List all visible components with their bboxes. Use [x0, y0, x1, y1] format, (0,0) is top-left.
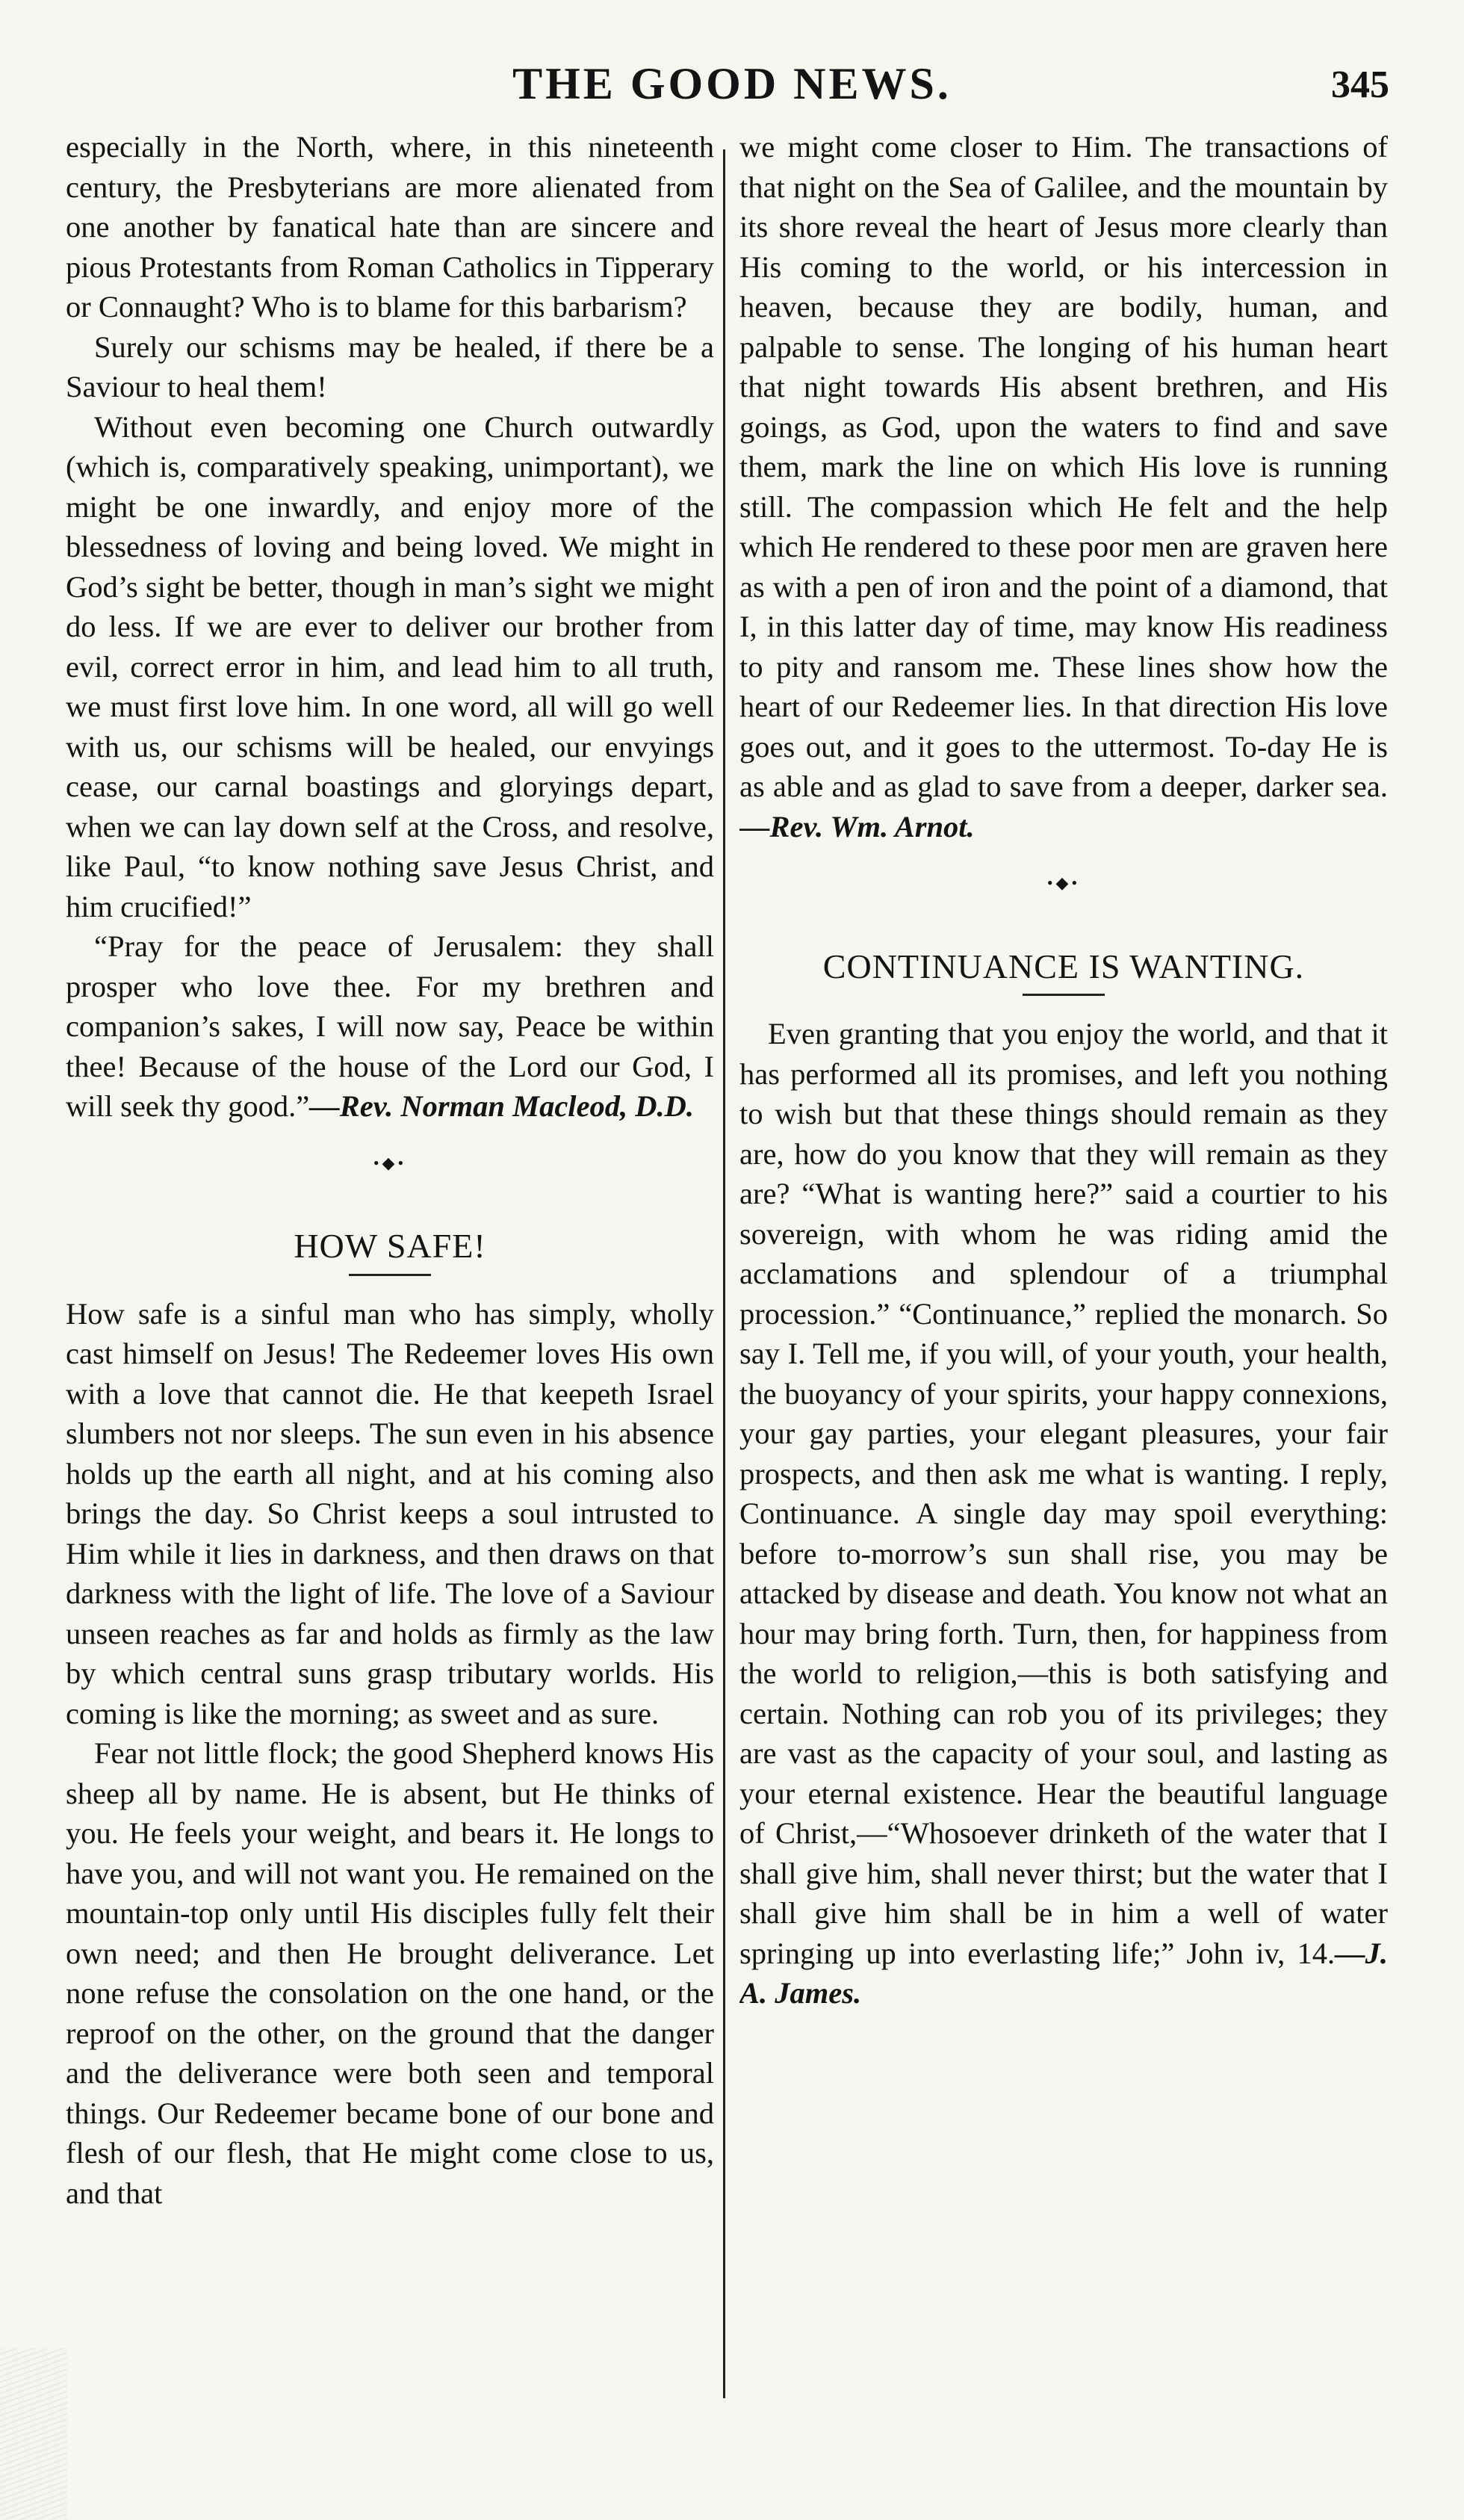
article-attribution: —Rev. Wm. Arnot.: [739, 809, 975, 843]
column-divider: [723, 149, 725, 2398]
section-text: Even granting that you enjoy the world, and that it has performed all its promises, and left you nothing to wish but that these things should remain as they are, how do you know that they will remain as they are? “What is wanting here?” said a courtier to his sovereign, with whom he was riding amid the acclamations and splendour of a triumphal procession.” “Continuance,” replied the monarch. So say I. Tell me, if you will, of your youth, your health, the buoyancy of your spirits, your happy connexions, your gay parties, your elegant pleasures, your fair prospects, and then ask me what is wanting. I reply, Continuance. A single day may spoil everything: before to-morrow’s sun shall rise, you may be attacked by disease and death. You know not what an hour may bring forth. Turn, then, for happiness from the world to religion,—this is both satisfying and certain. Nothing can rob you of its privileges; they are vast as the capacity of your soul, and lasting as your eternal existence. Hear the beautiful language of Christ,—“Whosoever drinketh of the water that I shall give him, shall never thirst; but the water that I shall give him shall be in him a well of water springing up into everlasting life;” John iv, 14.: [739, 1017, 1388, 1970]
page-header: [45, 52, 1419, 120]
heading-underline: [349, 1274, 431, 1276]
continuation-text: we might come closer to Him. The transactions of that night on the Sea of Galilee, and the mountain by its shore reveal the heart of Jesus more clearly than His coming to the world, or his intercession in heaven, because they are bodily, human, and palpable to sense. The longing of his human heart that night towards His absent brethren, and His goings, as God, upon the waters to find and save them, mark the line on which His love is running still. The compassion which He felt and the help which He rendered to these poor men are graven here as with a pen of iron and the point of a diamond, that I, in this latter day of time, may know His readiness to pity and ransom me. These lines show how the heart of our Redeemer lies. In that direction His love goes out, and it goes to the uttermost. To-day He is as able and as glad to save from a deeper, darker sea.: [739, 130, 1388, 803]
article-paragraph: [739, 1014, 1388, 2013]
page-number: 345: [1331, 64, 1389, 106]
section-heading-continuance: CONTINUANCE IS WANTING.: [822, 947, 1305, 985]
heading-underline: [1023, 994, 1105, 996]
article-paragraph: Fear not little flock; the good Shepherd knows His sheep all by name. He is absent, but He thinks of you. He feels your weight, and bears it. He longs to have you, and will not want you. He remained on the mountain-top only until His disciples fully felt their own need; and then He brought deliverance. Let none refuse the consolation on the one hand, or the reproof on the other, on the ground that the danger and the deliverance were both seen and temporal things. Our Redeemer became bone of our bone and flesh of our flesh, that He might come close to us, and that: [66, 1736, 714, 2210]
paper-edge-texture: [0, 2348, 67, 2520]
article-paragraph: especially in the North, where, in this nineteenth century, the Presbyterians are more alienated from one another by fanatical hate than are sincere and pious Protestants from Roman Catholics in Tipperary or Connaught? Who is to blame for this barbarism?: [66, 130, 714, 323]
page-title: THE GOOD NEWS.: [512, 59, 952, 108]
left-column: [66, 127, 714, 2383]
article-paragraph: How safe is a sinful man who has simply, wholly cast himself on Jesus! The Redeemer loves His own with a love that cannot die. He that keepeth Israel slumbers not nor sleeps. The sun even in his absence holds up the earth all night, and at his coming also brings the day. So Christ keeps a soul intrusted to Him while it lies in darkness, and then draws on that darkness with the light of life. The love of a Saviour unseen reaches as far and holds as firmly as the law by which central suns grasp tributary worlds. His coming is like the morning; as sweet and as sure.: [66, 1296, 714, 1730]
section-ornament: •◆•: [373, 1153, 407, 1172]
right-column: [739, 127, 1388, 2383]
article-paragraph: [739, 127, 1388, 846]
article-attribution: —Rev. Norman Macleod, D.D.: [309, 1089, 695, 1123]
quotation-text: “Pray for the peace of Jerusalem: they shall prosper who love thee. For my brethren and companion’s sakes, I will now say, Peace be within thee! Because of the house of the Lord our God, I will seek thy good.”: [66, 929, 714, 1123]
section-ornament: •◆•: [1046, 873, 1081, 892]
article-paragraph: Without even becoming one Church outwardly (which is, comparatively speaking, unimportant), we might be one inwardly, and enjoy more of the blessedness of loving and being loved. We might in God’s sight be better, though in man’s sight we might do less. If we are ever to deliver our brother from evil, correct error in him, and lead him to all truth, we must first love him. In one word, all will go well with us, our schisms will be healed, our envyings cease, our carnal boastings and gloryings depart, when we can lay down self at the Cross, and resolve, like Paul, “to know nothing save Jesus Christ, and him crucified!”: [66, 409, 714, 923]
article-paragraph: [66, 926, 714, 1127]
article-attribution: —J. A. James.: [739, 1936, 1388, 2010]
section-heading-how-safe: HOW SAFE!: [294, 1227, 486, 1265]
article-paragraph: Surely our schisms may be healed, if there be a Saviour to heal them!: [66, 329, 714, 403]
